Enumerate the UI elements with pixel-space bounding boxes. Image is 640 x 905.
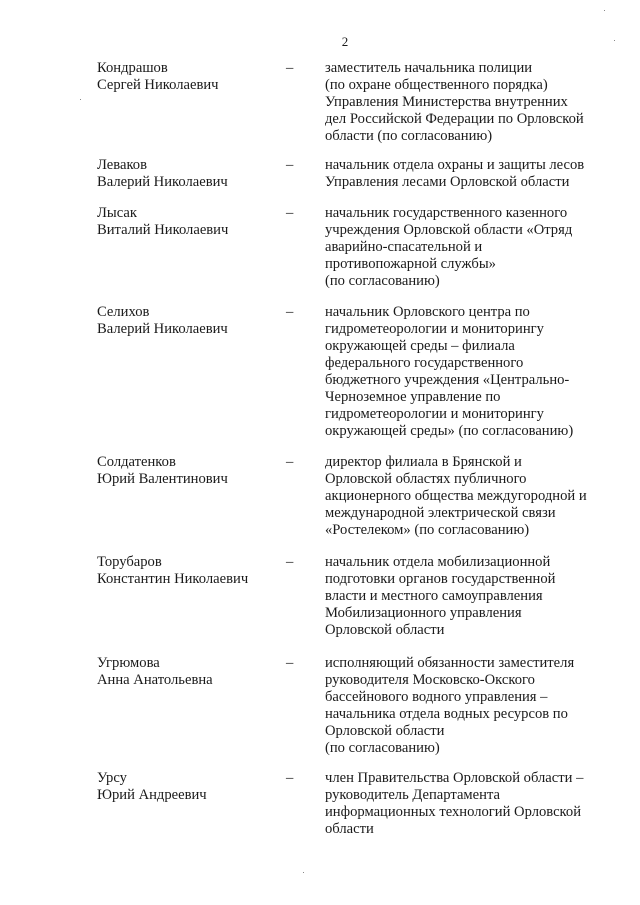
member-given-name: Константин Николаевич [97,571,249,587]
member-position: исполняющий обязанности заместителя руководителя Московско-Окского бассейнового водного управления – начальника отдела водных ресурсов по Орловской области (по согласованию) [325,655,575,756]
member-surname: Угрюмова [97,655,160,671]
scan-speck [604,10,605,11]
member-given-name: Юрий Валентинович [97,471,228,487]
page-number: 2 [341,34,349,49]
member-name [97,554,248,588]
member-given-name: Сергей Николаевич [97,77,219,93]
member-name [97,304,228,338]
member-name [97,157,228,191]
entry-dash: – [286,454,294,470]
member-given-name: Юрий Андреевич [97,787,207,803]
member-position: директор филиала в Брянской и Орловской областях публичного акционерного общества междугородной и международной электрической связи «Ростелеком» (по согласованию) [325,454,587,538]
member-name [97,205,228,239]
entry-dash: – [286,770,294,786]
member-position: заместитель начальника полиции (по охране общественного порядка) Управления Министерства внутренних дел Российской Федерации по Орловской области (по согласованию) [325,60,584,144]
member-name [97,60,219,94]
member-surname: Солдатенков [97,454,176,470]
member-position: начальник государственного казенного учреждения Орловской области «Отряд аварийно-спасательной и противопожарной службы» (по согласованию) [325,205,573,289]
member-surname: Лысак [97,205,137,221]
entry-dash: – [286,304,294,320]
member-surname: Селихов [97,304,150,320]
member-surname: Кондрашов [97,60,168,76]
member-given-name: Валерий Николаевич [97,174,228,190]
member-position: начальник отдела мобилизационной подготовки органов государственной власти и местного самоуправления Мобилизационного управления Орловской области [325,554,556,638]
member-position: член Правительства Орловской области – руководитель Департамента информационных технологий Орловской области [325,770,584,837]
scan-speck [614,40,615,41]
scan-speck [80,99,81,100]
member-surname: Торубаров [97,554,162,570]
member-surname: Леваков [97,157,147,173]
member-name [97,770,207,804]
member-surname: Урсу [97,770,127,786]
member-given-name: Валерий Николаевич [97,321,228,337]
entry-dash: – [286,60,294,76]
member-name [97,655,213,689]
entry-dash: – [286,157,294,173]
member-position: начальник Орловского центра по гидрометеорологии и мониторингу окружающей среды – филиала федерального государственного бюджетного учреждения «Центрально- Черноземное управление по гидрометеорологии и мониторингу окружающей среды» (по согласованию) [325,304,574,439]
entry-dash: – [286,655,294,671]
member-name [97,454,228,488]
member-given-name: Виталий Николаевич [97,222,229,238]
member-given-name: Анна Анатольевна [97,672,213,688]
entry-dash: – [286,554,294,570]
entry-dash: – [286,205,294,221]
scan-speck [303,872,304,873]
member-position: начальник отдела охраны и защиты лесов Управления лесами Орловской области [325,157,585,190]
